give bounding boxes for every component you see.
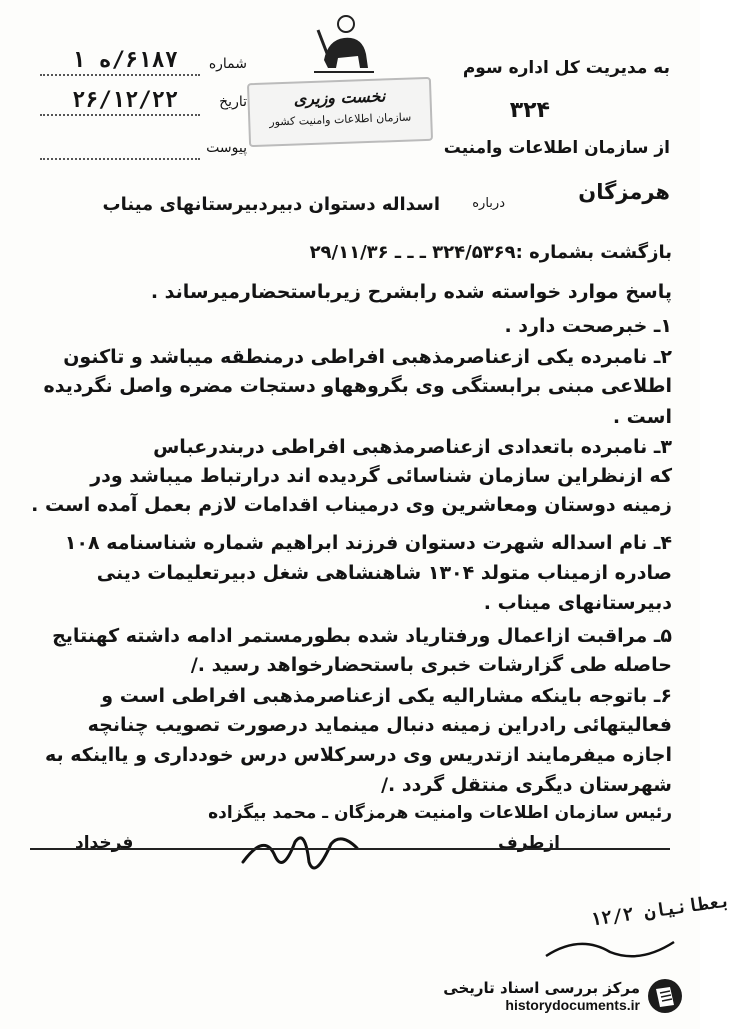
recipient-line: به مدیریت کل اداره سوم xyxy=(462,58,670,78)
handwritten-note: بعطانیان ۱۲/۲ xyxy=(589,890,732,931)
signer-name: فرخداد xyxy=(75,833,134,853)
body-line: شهرستان دیگری منتقل گردد ./ xyxy=(381,774,672,796)
subject-row xyxy=(30,194,670,226)
body-line: ۵ـ مراقبت ازاعمال ورفتاریاد شده بطورمستمر ادامه داشته کهنتایج xyxy=(52,625,672,647)
body-line: است . xyxy=(612,406,672,428)
body-line: صادره ازمیناب متولد ۱۳۰۴ شاهنشاهی شغل دبیرتعلیمات دینی xyxy=(96,562,672,584)
body-line: ۴ـ نام اسداله شهرت دستوان فرزند ابراهیم شماره شناسنامه ۱۰۸ xyxy=(64,532,672,554)
body-line: پاسخ موارد خواسته شده رابشرح زیرباستحضارمیرساند . xyxy=(150,281,672,303)
on-behalf-label: ازطرف xyxy=(498,833,560,853)
body-line: ۱ـ خبرصحت دارد . xyxy=(504,315,672,337)
sender-line: از سازمان اطلاعات وامنیت xyxy=(443,138,670,158)
handwritten-signature xyxy=(235,822,365,882)
attachment-label: پیوست xyxy=(206,140,247,156)
body-line: زمینه دوستان ومعاشرین وی درمیناب اقدامات لازم بعمل آمده است . xyxy=(31,494,672,516)
subject-label: درباره xyxy=(472,196,505,211)
scribble-mark xyxy=(540,926,680,966)
body-line: ۳ـ نامبرده باتعدادی ازعناصرمذهبی افراطی دربندرعباس xyxy=(153,436,672,458)
archive-watermark xyxy=(443,977,684,1015)
signatory-line: رئیس سازمان اطلاعات وامنیت هرمزگان ـ محمد بیگزاده xyxy=(208,803,672,823)
body-line: اطلاعی مبنی برابستگی وی بگروههاو دستجات مضره واصل نگردیده xyxy=(43,375,672,397)
body-line: ۲ـ نامبرده یکی ازعناصرمذهبی افراطی درمنطقه میباشد و تاکنون xyxy=(63,346,672,368)
reference-line: بازگشت بشماره :۳۲۴/۵۳۶۹ ـ ـ ـ ۲۹/۱۱/۳۶ xyxy=(309,242,672,263)
lion-and-sun-emblem-icon xyxy=(308,10,380,74)
stamp-title: نخست وزیری xyxy=(293,86,386,109)
date-value: ۲۶/۱۲/۲۲ xyxy=(72,88,178,113)
number-value: ۶۱۸۷/ه ۱ xyxy=(72,48,178,73)
body-line: که ازنظراین سازمان شناسائی گردیده اند درارتباط میباشد ودر xyxy=(90,465,672,487)
date-label: تاریخ xyxy=(219,94,247,110)
letter-number: ۳۲۴ xyxy=(509,98,550,123)
document-center-logo-icon xyxy=(646,977,684,1015)
watermark-url: historydocuments.ir xyxy=(505,997,640,1013)
number-label: شماره xyxy=(208,56,247,72)
stamp-subtitle: سازمان اطلاعات وامنیت کشور xyxy=(269,110,412,129)
city-line: هرمزگان xyxy=(578,180,670,204)
body-line: دبیرستانهای میناب . xyxy=(483,592,672,614)
watermark-persian: مرکز بررسی اسناد تاریخی xyxy=(443,979,640,997)
body-line: حاصله طی گزارشات خبری باستحضارخواهد رسید ./ xyxy=(190,654,672,676)
body-line: ۶ـ باتوجه باینکه مشارالیه یکی ازعناصرمذهبی افراطی است و xyxy=(101,685,672,707)
signature-rule xyxy=(30,848,670,850)
subject-text: اسداله دستوان دبیردبیرستانهای میناب xyxy=(102,194,440,215)
body-line: اجازه میفرمایند ازتدریس وی درسرکلاس درس خودداری و یااینکه به xyxy=(45,744,672,766)
ministry-stamp xyxy=(247,77,433,147)
body-line: فعالیتهائی رادراین زمینه دنبال مینماید درصورت تصویب چنانچه xyxy=(87,714,672,736)
